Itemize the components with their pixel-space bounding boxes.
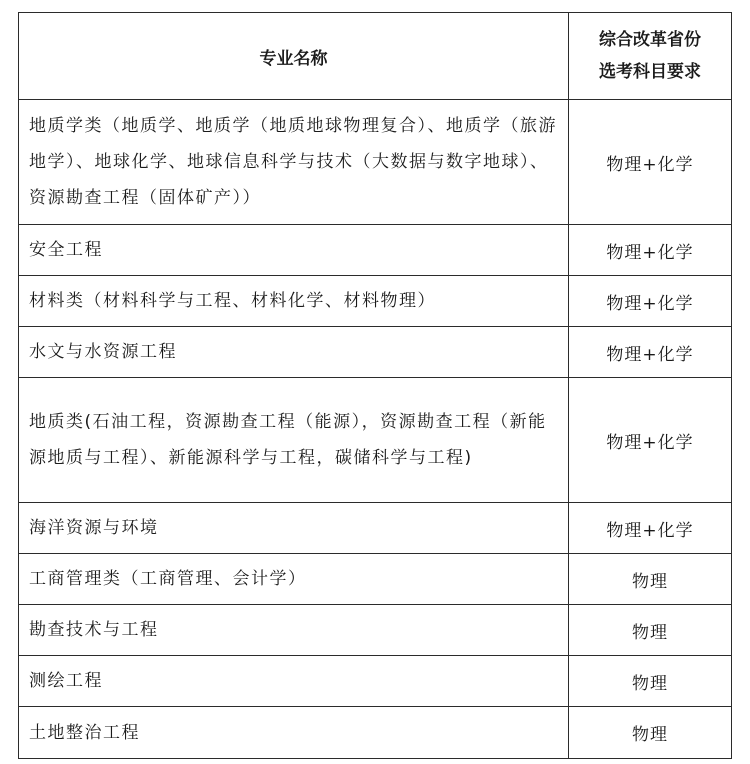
major-name-cell: 地质类(石油工程，资源勘查工程（能源），资源勘查工程（新能源地质与工程）、新能源科学与工程，碳储科学与工程): [19, 378, 569, 503]
requirement-cell: 物理+化学: [569, 225, 732, 276]
requirement-cell: 物理: [569, 707, 732, 759]
table-row: [19, 327, 732, 378]
requirement-cell: 物理+化学: [569, 503, 732, 554]
table-row: [19, 554, 732, 605]
table-row: [19, 276, 732, 327]
table-row: [19, 605, 732, 656]
major-name-cell: 工商管理类（工商管理、会计学）: [19, 554, 569, 605]
requirement-cell: 物理: [569, 554, 732, 605]
major-name-cell: 测绘工程: [19, 656, 569, 707]
requirement-cell: 物理+化学: [569, 378, 732, 503]
major-name-cell: 材料类（材料科学与工程、材料化学、材料物理）: [19, 276, 569, 327]
header-requirement-line2: 选考科目要求: [599, 62, 701, 82]
major-name-cell: 海洋资源与环境: [19, 503, 569, 554]
requirement-cell: 物理+化学: [569, 276, 732, 327]
major-name-cell: 地质学类（地质学、地质学（地质地球物理复合）、地质学（旅游地学）、地球化学、地球信息科学与技术（大数据与数字地球）、资源勘查工程（固体矿产））: [19, 100, 569, 225]
table-row: [19, 100, 732, 225]
major-requirements-table: [18, 12, 732, 759]
table-row: [19, 225, 732, 276]
table-row: [19, 656, 732, 707]
major-name-cell: 安全工程: [19, 225, 569, 276]
header-major-name: 专业名称: [19, 13, 569, 100]
requirement-cell: 物理: [569, 656, 732, 707]
table-row: [19, 707, 732, 759]
requirement-cell: 物理: [569, 605, 732, 656]
table-row: [19, 503, 732, 554]
header-subject-requirement: [569, 13, 732, 100]
requirement-cell: 物理+化学: [569, 100, 732, 225]
table-header-row: [19, 13, 732, 100]
table-row: [19, 378, 732, 503]
header-requirement-line1: 综合改革省份: [599, 30, 701, 50]
major-name-cell: 勘查技术与工程: [19, 605, 569, 656]
major-name-cell: 土地整治工程: [19, 707, 569, 759]
major-name-cell: 水文与水资源工程: [19, 327, 569, 378]
requirement-cell: 物理+化学: [569, 327, 732, 378]
